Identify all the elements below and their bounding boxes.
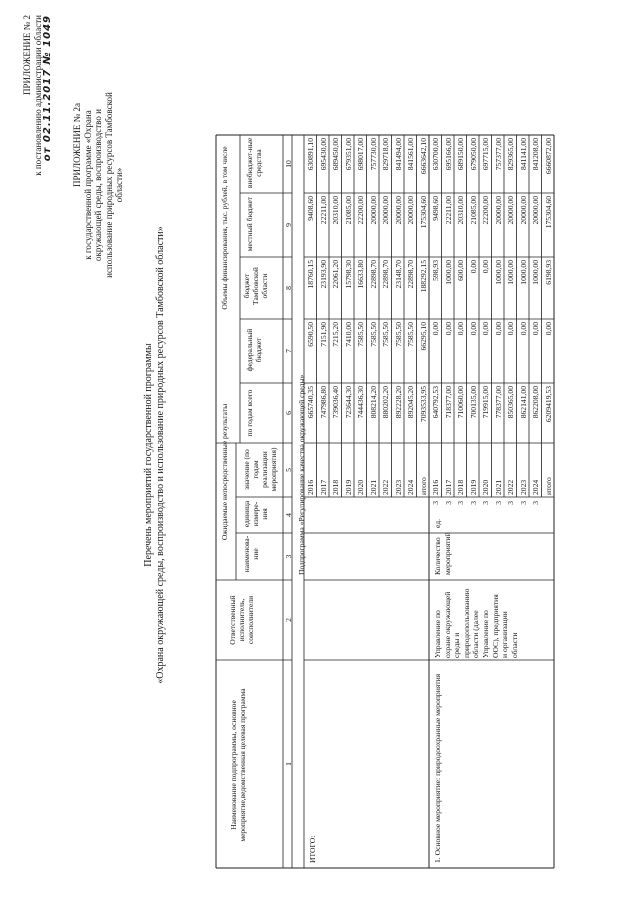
activity-value-cell: 3	[493, 501, 503, 505]
appendix-2a-line1: к государственной программе «Охрана	[82, 110, 93, 260]
header-regional-budget: бюджет Тамбовской области	[242, 267, 269, 305]
activity-regional-cell: 598,93	[431, 260, 440, 281]
activity-year-cell: 2019	[468, 479, 478, 495]
total-offbudget-cell: 630891,10	[306, 138, 315, 171]
total-federal-cell: 7585,50	[393, 322, 403, 347]
column-number-7: 7	[284, 349, 293, 353]
total-local-cell: 20000,00	[368, 196, 378, 225]
total-local-cell: 9408,60	[306, 196, 315, 221]
total-all-cell: 7093533,95	[418, 386, 428, 423]
header-local-budget: местный бюджет	[245, 196, 254, 252]
activity-local-cell: 9498,60	[431, 196, 440, 221]
activity-federal-cell: 0,00	[481, 322, 490, 336]
activity-executor: Управление по охране окружающей среды и природопользованию области (далее Управление по ООС), предприятия и организации области	[433, 588, 519, 658]
activity-local-cell: 20000,00	[518, 196, 528, 225]
column-number-6: 6	[284, 411, 293, 415]
header-unit: единица измере-ния	[242, 500, 269, 528]
activity-all-cell: 862208,00	[531, 386, 540, 419]
activity-local-cell: 22200,00	[481, 196, 490, 225]
total-all-cell: 665740,35	[306, 386, 315, 419]
activity-regional-cell: 0,00	[468, 260, 478, 274]
activity-federal-cell: 0,00	[493, 322, 503, 336]
header-offbudget: внебюджет-ные средства	[245, 137, 263, 189]
total-offbudget-cell: 689450,00	[331, 138, 340, 171]
activity-offbudget-cell: 841208,00	[531, 138, 540, 171]
total-federal-cell: 7151,90	[318, 322, 328, 347]
column-number-1: 1	[284, 762, 293, 766]
activity-federal-cell: 0,00	[468, 322, 478, 336]
activity-federal-cell: 0,00	[531, 322, 540, 336]
header-results-group: Ожидаемые непосредственные результаты	[220, 403, 229, 541]
total-all-cell: 892045,20	[406, 386, 415, 419]
appendix-2-decree: к постановлению администрации области	[32, 15, 43, 176]
total-offbudget-cell: 841494,00	[393, 138, 403, 171]
total-year-cell: 2022	[381, 479, 390, 495]
activity-regional-cell: 0,00	[481, 260, 490, 274]
appendix-2a-title: ПРИЛОЖЕНИЕ № 2а	[72, 102, 82, 188]
activity-regional-cell: 1000,00	[531, 260, 540, 285]
activity-value-cell: 3	[506, 501, 515, 505]
total-federal-cell: 7585,50	[356, 322, 365, 347]
total-year-cell: 2020	[356, 479, 365, 495]
column-number-2: 2	[284, 618, 293, 622]
total-all-cell: 747986,80	[318, 386, 328, 419]
activity-all-cell: 640792,53	[431, 386, 440, 419]
total-regional-cell: 22898,70	[406, 260, 415, 289]
activity-year-cell: 2020	[481, 479, 490, 495]
activity-year-cell: 2016	[431, 479, 440, 495]
header-activity-name: Наименование подпрограммы, основное мероприятие,ведомственная целевая программа	[229, 688, 247, 842]
activity-regional-cell: 1000,00	[443, 260, 453, 285]
activity-value-cell: 3	[481, 501, 490, 505]
total-year-cell: 2021	[368, 479, 378, 495]
total-local-cell: 175304,60	[418, 196, 428, 229]
activity-federal-cell: 0,00	[518, 322, 528, 336]
activity-local-cell: 20000,00	[506, 196, 515, 225]
activity-all-cell: 718377,00	[443, 386, 453, 419]
activity-local-cell: 22211,00	[443, 196, 453, 225]
column-number-8: 8	[284, 286, 293, 290]
column-number-4: 4	[284, 513, 293, 517]
activity-year-cell: 2017	[443, 479, 453, 495]
total-all-cell: 739036,40	[331, 386, 340, 419]
total-offbudget-cell: 695430,00	[318, 138, 328, 171]
activity-all-cell: 710060,00	[456, 386, 465, 419]
total-federal-cell: 7585,50	[406, 322, 415, 347]
total-regional-cell: 188292,15	[418, 260, 428, 293]
activity-year-cell: итого	[543, 477, 553, 495]
total-offbudget-cell: 757730,00	[368, 138, 378, 171]
document-title-line1: Перечень мероприятий государственной программы	[143, 343, 154, 567]
header-indicator-name: наименова-ние	[242, 535, 260, 573]
activity-year-cell: 2018	[456, 479, 465, 495]
total-federal-cell: 6590,50	[306, 322, 315, 347]
activity-value-cell: 3	[468, 501, 478, 505]
subprogram-heading: Подпрограмма «Регулирование качества окружающей среды»	[297, 374, 306, 575]
column-number-10: 10	[284, 160, 293, 168]
header-value-by-year: значение (по годам реализации мероприятия)	[242, 447, 278, 492]
activity-all-cell: 850365,00	[506, 386, 515, 419]
activity-offbudget-cell: 679050,00	[468, 138, 478, 171]
activity-federal-cell: 0,00	[456, 322, 465, 336]
activity-all-cell: 778377,00	[493, 386, 503, 419]
total-regional-cell: 22061,20	[331, 260, 340, 289]
activity-local-cell: 20000,00	[493, 196, 503, 225]
activity-all-cell: 6209419,53	[543, 386, 553, 423]
total-federal-cell: 7585,50	[381, 322, 390, 347]
total-year-cell: 2024	[406, 479, 415, 495]
total-federal-cell: 7410,00	[343, 322, 353, 347]
activity-value-cell: 3	[431, 501, 440, 505]
activity-local-cell: 20000,00	[531, 196, 540, 225]
total-offbudget-cell: 6663642,10	[418, 138, 428, 175]
total-regional-cell: 23193,90	[318, 260, 328, 289]
total-local-cell: 20310,00	[331, 196, 340, 225]
activity-local-cell: 21085,00	[468, 196, 478, 225]
total-offbudget-cell: 698017,00	[356, 138, 365, 171]
activity-offbudget-cell: 757377,00	[493, 138, 503, 171]
activity-value-cell: 3	[531, 501, 540, 505]
activity-regional-cell: 600,00	[456, 260, 465, 281]
activity-regional-cell: 6198,93	[543, 260, 553, 285]
total-label: ИТОГО:	[308, 835, 317, 863]
total-all-cell: 723644,30	[343, 386, 353, 419]
total-local-cell: 20000,00	[393, 196, 403, 225]
activity-offbudget-cell: 689150,00	[456, 138, 465, 171]
total-regional-cell: 18760,15	[306, 260, 315, 289]
total-year-cell: 2018	[331, 479, 340, 495]
activity-value-cell: 3	[518, 501, 528, 505]
activity-all-cell: 862141,00	[518, 386, 528, 419]
total-year-cell: 2017	[318, 479, 328, 495]
header-total-by-years: по годам всего	[245, 389, 254, 437]
total-local-cell: 20000,00	[381, 196, 390, 225]
activity-regional-cell: 1000,00	[518, 260, 528, 285]
total-federal-cell: 66295,10	[418, 322, 428, 351]
document-title-line2: «Охрана окружающей среды, воспроизводство и использование природных ресурсов Тамбовской области»	[154, 226, 166, 684]
total-all-cell: 808214,20	[368, 386, 378, 419]
activity-offbudget-cell: 829365,00	[506, 138, 515, 171]
appendix-2a-line3: использование природных ресурсов Тамбовской	[103, 92, 114, 278]
activity-all-cell: 719915,00	[481, 386, 490, 419]
column-number-3: 3	[284, 554, 293, 559]
total-offbudget-cell: 679351,00	[343, 138, 353, 171]
total-local-cell: 22211,00	[318, 196, 328, 225]
activity-federal-cell: 0,00	[506, 322, 515, 336]
total-regional-cell: 22898,70	[381, 260, 390, 289]
activity-local-cell: 20310,00	[456, 196, 465, 225]
total-regional-cell: 15798,30	[343, 260, 353, 289]
activity-value-cell: 3	[456, 501, 465, 505]
header-finance-group: Объемы финансирования, тыс. рублей, в том числе	[220, 146, 229, 310]
activity-offbudget-cell: 630700,00	[431, 138, 440, 171]
total-year-cell: итого	[418, 477, 428, 495]
total-all-cell: 744436,30	[356, 386, 365, 419]
activity-federal-cell: 0,00	[443, 322, 453, 336]
activity-year-cell: 2023	[518, 479, 528, 495]
appendix-2a-line4: области»	[114, 167, 124, 203]
total-offbudget-cell: 829718,00	[381, 138, 390, 171]
header-federal-budget: федеральный бюджет	[245, 328, 263, 372]
total-local-cell: 20000,00	[406, 196, 415, 225]
activity-year-cell: 2022	[506, 479, 515, 495]
activity-offbudget-cell: 695166,00	[443, 138, 453, 171]
activity-regional-cell: 1000,00	[506, 260, 515, 285]
total-federal-cell: 7585,50	[368, 322, 378, 347]
header-executor: Ответственный исполнитель, соисполнители	[228, 595, 255, 645]
total-federal-cell: 7215,20	[331, 322, 340, 347]
activity-local-cell: 175304,60	[543, 196, 553, 229]
activity-indicator: Количество мероприятий	[433, 532, 452, 575]
total-offbudget-cell: 841561,00	[406, 138, 415, 171]
activity-all-cell: 700135,00	[468, 386, 478, 419]
total-year-cell: 2023	[393, 479, 403, 495]
activity-federal-cell: 0,00	[543, 322, 553, 336]
activity-year-cell: 2021	[493, 479, 503, 495]
total-year-cell: 2016	[306, 479, 315, 495]
total-all-cell: 892228,20	[393, 386, 403, 419]
appendix-2-date-number: от 02.11.2017 № 1049	[42, 15, 53, 162]
activity-unit: ед.	[433, 518, 442, 528]
total-all-cell: 880202,20	[381, 386, 390, 419]
activity-offbudget-cell: 841141,00	[518, 138, 528, 170]
total-local-cell: 22200,00	[356, 196, 365, 225]
activity-value-cell: 3	[443, 501, 453, 505]
total-local-cell: 21085,00	[343, 196, 353, 225]
activity-offbudget-cell: 6660872,00	[543, 138, 553, 175]
activity-year-cell: 2024	[531, 479, 540, 495]
column-number-5: 5	[284, 468, 293, 472]
activity-offbudget-cell: 697715,00	[481, 138, 490, 171]
total-regional-cell: 16633,80	[356, 260, 365, 289]
appendix-2-title: ПРИЛОЖЕНИЕ № 2	[22, 15, 32, 96]
activity-name: 1. Основное мероприятие: природоохранные мероприятия	[433, 673, 442, 863]
appendix-2a-line2: окружающей среды, воспроизводство и	[93, 109, 103, 261]
activity-regional-cell: 1000,00	[493, 260, 503, 285]
column-number-9: 9	[284, 223, 293, 227]
total-regional-cell: 22898,70	[368, 260, 378, 289]
total-year-cell: 2019	[343, 479, 353, 495]
total-regional-cell: 23148,70	[393, 260, 403, 289]
activity-federal-cell: 0,00	[431, 322, 440, 336]
